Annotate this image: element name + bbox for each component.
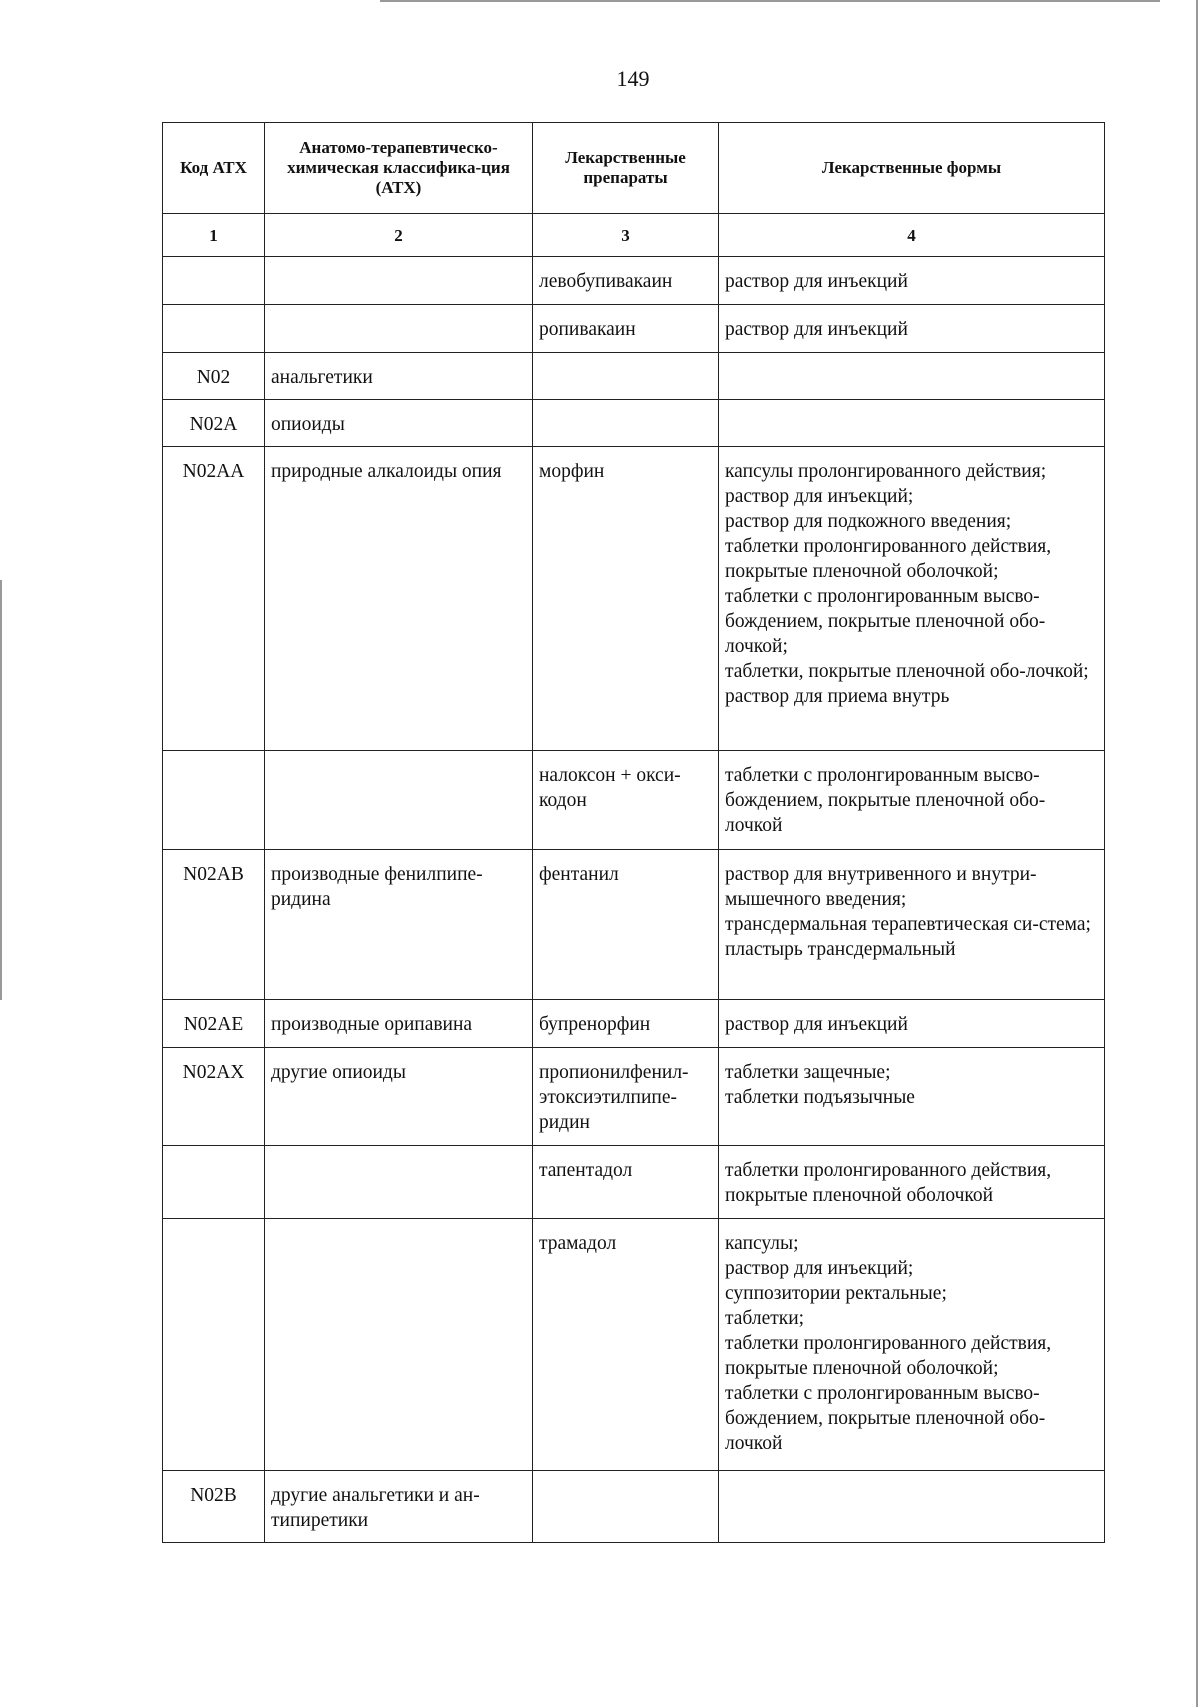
atx-class: другие анальгетики и ан-типиретики: [265, 1471, 533, 1543]
atx-class: [265, 257, 533, 305]
table-row: [163, 400, 1105, 447]
drug-name: фентанил: [533, 850, 719, 1000]
dosage-forms: таблетки с пролонгированным высво-бождением, покрытые пленочной обо-лочкой: [719, 751, 1105, 850]
atx-class: опиоиды: [265, 400, 533, 447]
dosage-forms: капсулы пролонгированного действия; раствор для инъекций; раствор для подкожного введения; таблетки пролонгированного действия, покрытые пленочной оболочкой; таблетки с пролонгированным высво-бождением, покрытые пленочной обо-лочкой; таблетки, покрытые пленочной обо-лочкой; раствор для приема внутрь: [719, 447, 1105, 751]
atx-code: [163, 751, 265, 850]
atx-code: N02B: [163, 1471, 265, 1543]
atx-class: [265, 305, 533, 353]
scan-edge-right: [1196, 0, 1198, 1707]
dosage-forms: таблетки защечные; таблетки подъязычные: [719, 1048, 1105, 1146]
atx-code: N02A: [163, 400, 265, 447]
table-row: [163, 1000, 1105, 1048]
table-row: [163, 257, 1105, 305]
table-row: [163, 353, 1105, 400]
scan-edge-left: [0, 580, 2, 1000]
atx-code: N02AA: [163, 447, 265, 751]
dosage-forms: капсулы; раствор для инъекций; суппозитории ректальные; таблетки; таблетки пролонгированного действия, покрытые пленочной оболочкой; таблетки с пролонгированным высво-бождением, покрытые пленочной обо-лочкой: [719, 1219, 1105, 1471]
column-number: 4: [719, 214, 1105, 257]
atx-code: [163, 1146, 265, 1219]
atx-code: N02AX: [163, 1048, 265, 1146]
atx-class: производные фенилпипе-ридина: [265, 850, 533, 1000]
dosage-forms: раствор для инъекций: [719, 305, 1105, 353]
header-classification: Анатомо-терапевтическо-химическая классифика-ция (АТХ): [265, 123, 533, 214]
table-row: [163, 1048, 1105, 1146]
drug-name: [533, 353, 719, 400]
atx-class: анальгетики: [265, 353, 533, 400]
page-number: 149: [616, 66, 650, 91]
dosage-forms: таблетки пролонгированного действия, покрытые пленочной оболочкой: [719, 1146, 1105, 1219]
drug-name: [533, 400, 719, 447]
drug-name: [533, 1471, 719, 1543]
column-number: 1: [163, 214, 265, 257]
table-row: [163, 447, 1105, 751]
table-row: [163, 305, 1105, 353]
dosage-forms: [719, 1471, 1105, 1543]
drug-name: трамадол: [533, 1219, 719, 1471]
drug-name: тапентадол: [533, 1146, 719, 1219]
atx-code: N02AB: [163, 850, 265, 1000]
table-row: [163, 1146, 1105, 1219]
table-row: [163, 751, 1105, 850]
table-row: [163, 850, 1105, 1000]
drug-name: ропивакаин: [533, 305, 719, 353]
atx-class: [265, 1146, 533, 1219]
table-row: [163, 1471, 1105, 1543]
table-header-row: [163, 123, 1105, 214]
atx-class: природные алкалоиды опия: [265, 447, 533, 751]
drug-name: пропионилфенил-этоксиэтилпипе-ридин: [533, 1048, 719, 1146]
column-number-row: [163, 214, 1105, 257]
atx-code: [163, 257, 265, 305]
atx-code: [163, 305, 265, 353]
header-code: Код АТХ: [163, 123, 265, 214]
drug-name: морфин: [533, 447, 719, 751]
table-row: [163, 1219, 1105, 1471]
column-number: 3: [533, 214, 719, 257]
drug-name: левобупивакаин: [533, 257, 719, 305]
dosage-forms: [719, 353, 1105, 400]
drug-name: налоксон + окси-кодон: [533, 751, 719, 850]
atx-class: [265, 751, 533, 850]
dosage-forms: раствор для инъекций: [719, 257, 1105, 305]
header-forms: Лекарственные формы: [719, 123, 1105, 214]
atx-class: другие опиоиды: [265, 1048, 533, 1146]
atx-code: [163, 1219, 265, 1471]
atx-code: N02: [163, 353, 265, 400]
atx-table: [162, 122, 1105, 1543]
scan-edge-top: [380, 0, 1160, 2]
atx-class: [265, 1219, 533, 1471]
header-drugs: Лекарственные препараты: [533, 123, 719, 214]
dosage-forms: раствор для инъекций: [719, 1000, 1105, 1048]
dosage-forms: раствор для внутривенного и внутри-мышечного введения; трансдермальная терапевтическая си-стема; пластырь трансдермальный: [719, 850, 1105, 1000]
drug-name: бупренорфин: [533, 1000, 719, 1048]
column-number: 2: [265, 214, 533, 257]
atx-class: производные орипавина: [265, 1000, 533, 1048]
dosage-forms: [719, 400, 1105, 447]
atx-code: N02AE: [163, 1000, 265, 1048]
